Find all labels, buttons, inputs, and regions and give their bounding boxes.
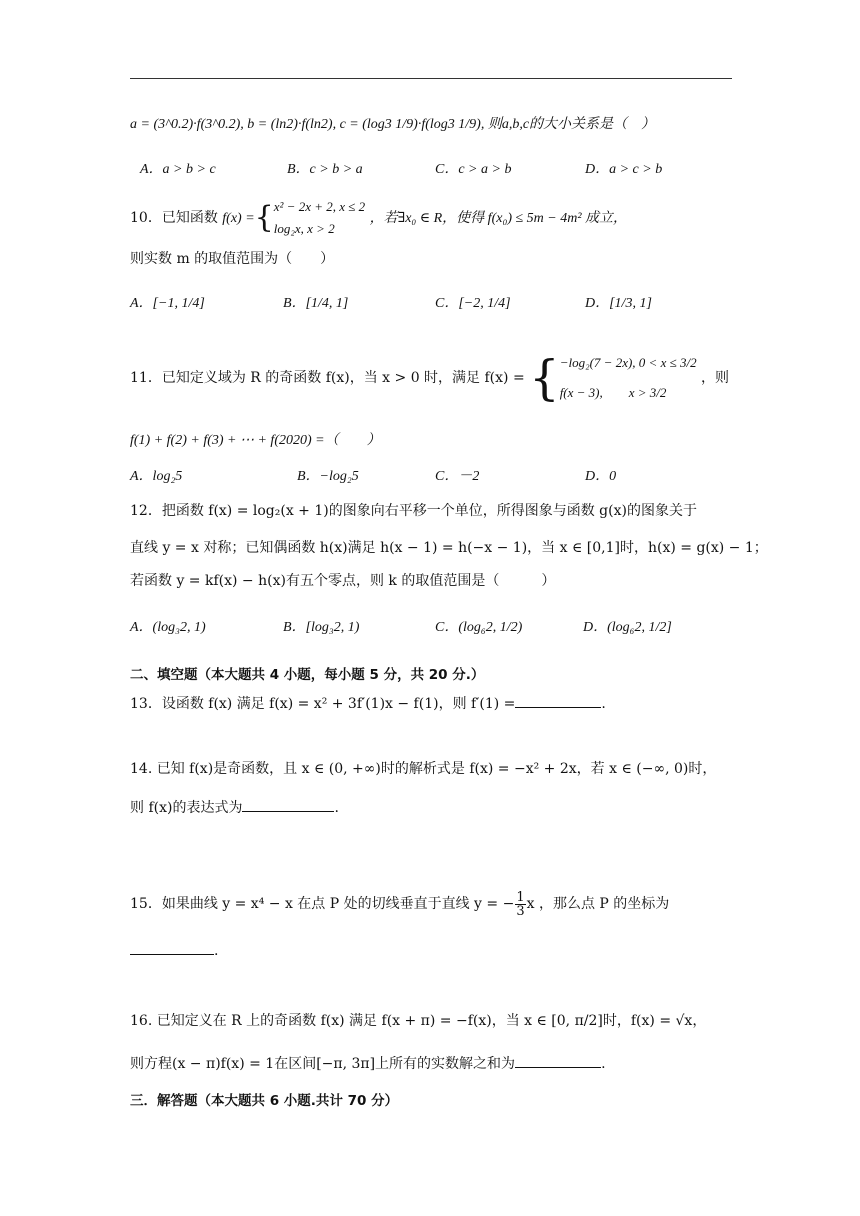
q12-option-d: D．(log₆2, 1/2] [583,620,672,635]
q11-option-d: D．0 [585,469,617,484]
section-2-heading: 二、填空题（本大题共 4 小题，每小题 5 分，共 20 分.） [130,667,485,683]
q14-line-2-wrap [130,797,732,819]
q10-option-b: B．[1/4, 1] [283,296,349,311]
q12-line-1: 12．把函数 f(x) = log₂(x + 1)的图象向右平移一个单位，所得图象与函数 g(x)的图象关于 [130,503,697,519]
q15-text: 15．如果曲线 y = x⁴ − x 在点 P 处的切线垂直于直线 y = − [130,896,515,912]
q12-option-a: A．(log₃2, 1) [130,620,206,635]
q12-line-3: 若函数 y = kf(x) − h(x)有五个零点，则 k 的取值范围是（ ） [130,573,556,589]
q12-option-b: B．[log₃2, 1) [283,620,360,635]
q15-period: . [214,943,219,959]
section-3-heading: 三．解答题（本大题共 6 小题.共计 70 分） [130,1093,399,1109]
q16-answer-blank [515,1053,601,1068]
q14-line-2: 则 f(x)的表达式为 [130,800,243,816]
q11-line-2: f(1) + f(2) + f(3) + ⋯ + f(2020) =（ ） [130,433,381,448]
q11-option-c: C．－2 [435,469,480,484]
q12-option-c: C．(log₆2, 1/2) [435,620,523,635]
q15-line-1 [130,886,732,922]
q10-option-d: D．[1/3, 1] [585,296,652,311]
q9-condition: a = (3^0.2)·f(3^0.2), b = (ln2)·f(ln2), c = (log3 1/9)·f(log3 1/9), 则a,b,c的大小关系是（ ） [130,117,656,132]
q15-answer-blank [130,940,214,955]
q14-answer-blank [242,797,334,812]
q15-frac-den: 3 [516,903,525,919]
q16-line-2: 则方程(x − π)f(x) = 1在区间[−π, 3π]上所有的实数解之和为 [130,1056,516,1072]
q12-line-2: 直线 y = x 对称；已知偶函数 h(x)满足 h(x − 1) = h(−x − 1)，当 x ∈ [0,1]时，h(x) = g(x) − 1； [130,540,768,556]
q13-period: . [601,696,606,712]
q11-stem: 11．已知定义域为 R 的奇函数 f(x)，当 x > 0 时，满足 f(x) = { −log₂(7 − 2x), 0 < x ≤ 3/2 f(x − 3), x > 3/2 ，则 [130,350,730,406]
q11-option-b: B．−log₂5 [297,469,359,484]
q11-piece-2: f(x − 3), x > 3/2 [559,385,667,400]
q11-option-a: A．log₂5 [130,469,183,484]
q10-piece-1: x² − 2x + 2, x ≤ 2 [273,199,366,214]
q10-option-a: A．[−1, 1/4] [130,296,205,311]
q16-line-2-wrap [130,1053,732,1075]
q11-text-b: ，则 [701,370,730,386]
q10-line-2: 则实数 m 的取值范围为（ ） [130,251,335,267]
q11-piece-1: −log₂(7 − 2x), 0 < x ≤ 3/2 [559,355,697,370]
q15-text-end: x ，那么点 P 的坐标为 [526,896,670,912]
q11-number: 11． [130,370,162,386]
q13-text: 13．设函数 f(x) 满足 f(x) = x² + 3f′(1)x − f(1)，则 f′(1) = [130,696,516,712]
q10-stem: 10．已知函数 f(x) ={ x² − 2x + 2, x ≤ 2 log₂x, x > 2 ，若∃x₀ ∈ R，使得 f(x₀) ≤ 5m − 4m² 成立， [130,196,732,240]
q15-fraction [515,891,525,918]
q15-frac-num: 1 [516,889,525,905]
q14-line-1: 14. 已知 f(x)是奇函数，且 x ∈ (0, +∞)时的解析式是 f(x) = −x² + 2x，若 x ∈ (−∞, 0)时， [130,761,717,777]
q9-option-b: B．c > b > a [287,162,363,177]
q9-option-d: D．a > c > b [585,162,663,177]
q10-piece-2: log₂x, x > 2 [273,221,335,236]
q14-period: . [334,800,339,816]
q9-option-a: A．a > b > c [140,162,216,177]
q16-line-1: 16. 已知定义在 R 上的奇函数 f(x) 满足 f(x + π) = −f(x)，当 x ∈ [0, π/2]时，f(x) = √x， [130,1013,707,1029]
q10-option-c: C．[−2, 1/4] [435,296,511,311]
q16-period: . [601,1056,606,1072]
q13 [130,693,732,715]
header-rule [130,78,732,79]
q11-text-a: 已知定义域为 R 的奇函数 f(x)，当 x > 0 时，满足 f(x) = [161,370,525,386]
q10-number: 10． [130,210,162,226]
q15-line-2 [130,940,732,962]
q9-option-c: C．c > a > b [435,162,512,177]
q10-text-b: ，若∃x₀ ∈ R，使得 f(x₀) ≤ 5m − 4m² 成立， [369,211,628,226]
q10-text-a: 已知函数 [161,210,218,226]
q13-answer-blank [515,693,601,708]
